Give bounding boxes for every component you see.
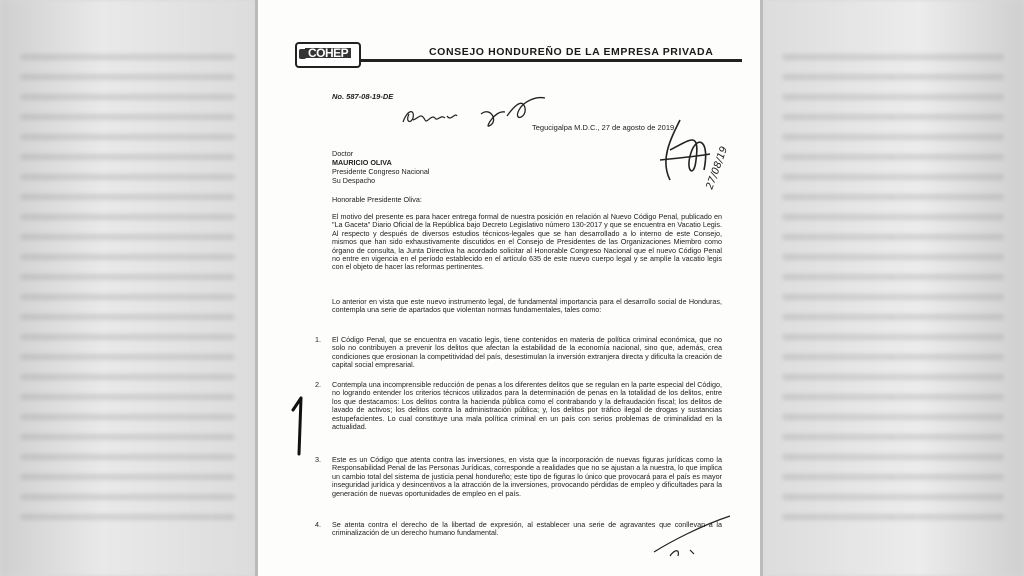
letter-date: Tegucigalpa M.D.C., 27 de agosto de 2019: [532, 123, 675, 132]
organization-band: [361, 48, 742, 64]
organization-name: CONSEJO HONDUREÑO DE LA EMPRESA PRIVADA: [425, 48, 717, 56]
page-edge-left: [255, 0, 258, 576]
blurred-background-left: [0, 0, 255, 576]
cohep-logo: [295, 42, 361, 68]
salutation: Honorable Presidente Oliva:: [332, 195, 422, 204]
margin-arrow-icon: [283, 392, 313, 462]
received-signature-icon: [395, 92, 565, 142]
recipient-title: Doctor: [332, 149, 354, 158]
bottom-signature-icon: [650, 512, 750, 562]
letter-page: [255, 0, 762, 576]
letterhead: [295, 40, 742, 68]
recipient-office: Su Despacho: [332, 176, 376, 185]
list-item: 2. Contempla una incomprensible reducción de penas a los diferentes delitos que se regulan en la parte especial del Código, no logrando entender los criterios técnicos utilizados para la determinación de penas en la totalidad de los delitos, entre los que destacamos: Los delitos contra la hacienda pública como el contrabando y la defraudación fiscal; los delitos de lavado de activos; los delitos contra la administración pública; y, los delitos por tráfico ilegal de drogas y sustancias estupefacientes. Lo cual constituye una mala política criminal en un país con serios problemas de criminalidad en la actualidad.: [315, 380, 722, 432]
initials-signature-icon: [640, 110, 750, 200]
paragraph-1: El motivo del presente es para hacer entrega formal de nuestra posición en relación al Nuevo Código Penal, publicado en "La Gaceta" Diario Oficial de la República bajo Decreto Legislativo número 130-2017 y que se encuentra en Vacatio Legis. Al respecto y después de diversos estudios técnicos-legales que se han desarrollado a lo interno de este Consejo, mismos que han sido exhaustivamente discutidos en el Consejo de Presidentes de las Organizaciones Miembro como órgano de consulta, la Junta Directiva ha acordado solicitar al Honorable Congreso Nacional que el nuevo Código Penal no entre en vigencia en el período establecido en el artículo 635 de este nuevo cuerpo legal y se amplíe la vacatio legis con el objeto de hacer las reformas pertinentes.: [332, 212, 722, 272]
recipient-block: [332, 150, 430, 186]
blurred-background-right: [762, 0, 1024, 576]
list-item: 3. Este es un Código que atenta contra las inversiones, en vista que la incorporación de nuevas figuras jurídicas como la Responsabilidad Penal de las Personas Jurídicas, corresponde a realidades que no se ajustan a la nuestra, lo que implica un cambio total del sistema de justicia penal hondureño; este tipo de figuras lo único que provocará para el país es mayor inseguridad jurídica y desincentivos a la atracción de la inversiones, provocando pérdidas de empleo y dificultades para la generación de nuevas oportunidades de empleo en el país.: [315, 455, 722, 498]
recipient-name: MAURICIO OLIVA: [332, 158, 392, 167]
reference-number: No. 587-08-19-DE: [332, 92, 394, 101]
list-item: 1. El Código Penal, que se encuentra en vacatio legis, tiene contenidos en materia de política criminal económica, que no solo no contribuyen a prevenir los delitos que afectan la estabilidad de la economía nacional, sino que, además, crea condiciones que erosionan la competitividad del país, desestimulan la inversión extranjera directa y dificulta la creación de capital social empresarial.: [315, 335, 722, 370]
recipient-position: Presidente Congreso Nacional: [332, 167, 430, 176]
paragraph-2: Lo anterior en vista que este nuevo instrumento legal, de fundamental importancia para el desarrollo social de Honduras, contempla una serie de apartados que violentan normas fundamentales, tales como:: [332, 297, 722, 315]
handwritten-date: 27/08/19: [704, 145, 731, 192]
logo-text: COHEP: [305, 48, 351, 58]
page-edge-right: [760, 0, 763, 576]
list-item: 4. Se atenta contra el derecho de la libertad de expresión, al establecer una serie de agravantes que conllevan a la criminalización de un derecho humano fundamental.: [315, 520, 722, 538]
